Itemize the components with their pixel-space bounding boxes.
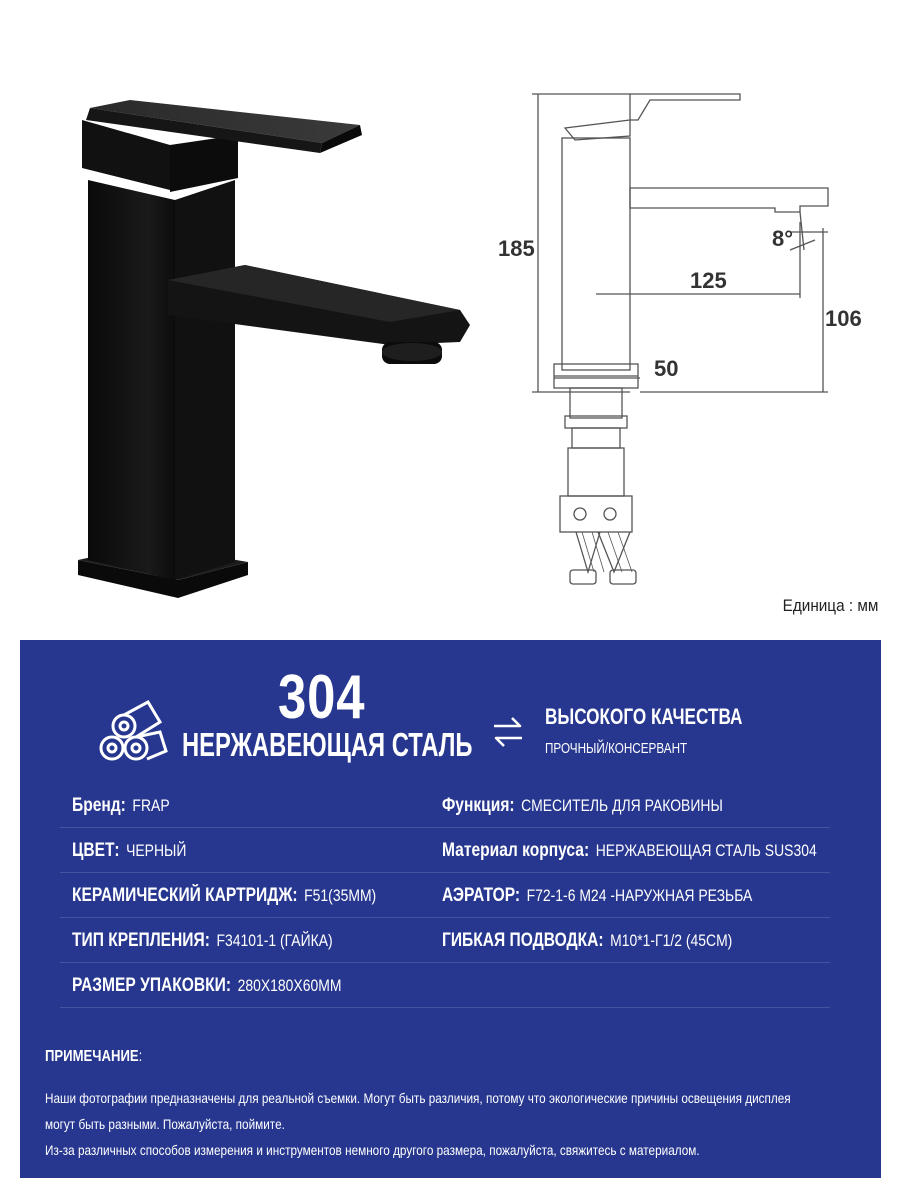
steel-pipes-icon — [96, 696, 176, 768]
spec-package-size — [72, 975, 341, 997]
spec-key: РАЗМЕР УПАКОВКИ: — [72, 975, 232, 996]
spec-key: АЭРАТОР: — [442, 885, 521, 906]
quality-subtitle: ПРОЧНЫЙ/КОНСЕРВАНТ — [545, 740, 688, 757]
spec-value: СМЕСИТЕЛЬ ДЛЯ РАКОВИНЫ — [521, 796, 723, 815]
spec-row — [60, 918, 830, 963]
note-title — [45, 1048, 142, 1066]
spec-key: ТИП КРЕПЛЕНИЯ: — [72, 930, 210, 951]
spec-key: Функция: — [442, 795, 515, 816]
material-name: НЕРЖАВЕЮЩАЯ СТАЛЬ — [182, 726, 473, 763]
spec-cartridge — [72, 885, 376, 907]
spec-value: F51(35MM) — [304, 886, 377, 905]
spec-key: Бренд: — [72, 795, 126, 816]
spec-color — [72, 840, 186, 862]
spec-key: Материал корпуса: — [442, 840, 590, 861]
spec-value: НЕРЖАВЕЮЩАЯ СТАЛЬ SUS304 — [595, 841, 817, 860]
spec-value: M10*1-Г1/2 (45CM) — [610, 931, 733, 950]
faucet-technical-drawing — [490, 80, 890, 610]
spec-aerator — [442, 885, 752, 907]
spec-value: F34101-1 (ГАЙКА) — [216, 931, 333, 950]
dim-spout-length-label: 125 — [690, 268, 727, 293]
dim-base-width-label: 50 — [654, 356, 679, 381]
note-line: Из-за различных способов измерения и инструментов немного другого размера, пожалуйста, свяжитесь с материалом. — [45, 1142, 700, 1158]
exchange-arrows-icon — [490, 712, 526, 752]
faucet-product-photo — [60, 80, 490, 610]
spec-key: ГИБКАЯ ПОДВОДКА: — [442, 930, 604, 951]
spec-brand — [72, 795, 170, 817]
dim-angle-label: 8° — [772, 226, 794, 251]
note-line: могут быть разными. Пожалуйста, поймите. — [45, 1116, 285, 1132]
spec-key: ЦВЕТ: — [72, 840, 120, 861]
spec-value: 280X180X60MM — [237, 976, 342, 995]
spec-key: КЕРАМИЧЕСКИЙ КАРТРИДЖ: — [72, 885, 298, 906]
spec-mount-type — [72, 930, 333, 952]
spec-flexible-hose — [442, 930, 732, 952]
spec-value: F72-1-6 M24 -НАРУЖНАЯ РЕЗЬБА — [526, 886, 753, 905]
quality-title: ВЫСОКОГО КАЧЕСТВА — [545, 704, 743, 729]
spec-row — [60, 963, 830, 1008]
spec-row — [60, 828, 830, 873]
material-grade-number: 304 — [278, 663, 366, 732]
spec-value: ЧЕРНЫЙ — [126, 841, 187, 860]
spec-function — [442, 795, 723, 817]
spec-row — [60, 873, 830, 918]
note-title-colon: : — [138, 1048, 143, 1065]
dim-total-height-label: 185 — [498, 236, 535, 261]
specification-panel — [20, 640, 881, 1178]
note-line: Наши фотографии предназначены для реальной съемки. Могут быть различия, потому что экологические причины освещения дисплея — [45, 1090, 791, 1106]
dim-spout-height-label: 106 — [825, 306, 862, 331]
spec-body-material — [442, 840, 817, 862]
spec-value: FRAP — [132, 796, 170, 815]
spec-row — [60, 783, 830, 828]
unit-label: Единица : мм — [782, 596, 878, 615]
note-title-text: ПРИМЕЧАНИЕ — [45, 1048, 139, 1065]
